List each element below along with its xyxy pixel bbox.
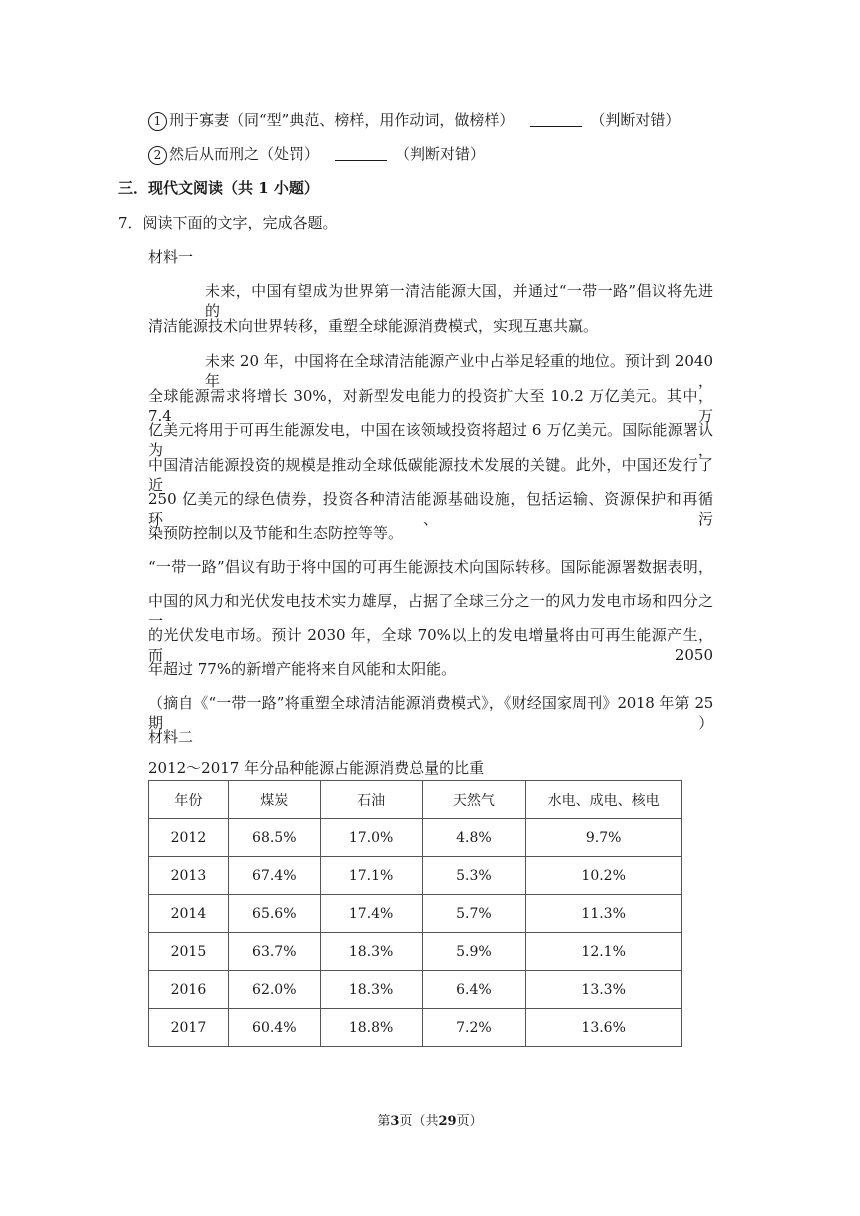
paragraph-line: 染预防控制以及节能和生态防控等等。 bbox=[148, 524, 404, 542]
paragraph-line: 250 亿美元的绿色债券，投资各种清洁能源基础设施，包括运输、资源保护和再循环、污 bbox=[148, 490, 713, 528]
table-cell: 68.5% bbox=[228, 819, 320, 857]
table-cell: 2014 bbox=[149, 895, 229, 933]
paragraph-line: 亿美元将用于可再生能源发电，中国在该领域投资将超过 6 万亿美元。国际能源署认为， bbox=[148, 421, 713, 459]
answer-blank[interactable] bbox=[530, 112, 582, 127]
table-row bbox=[149, 819, 682, 857]
header-cell: 天然气 bbox=[422, 781, 526, 819]
footer-prefix: 第 bbox=[377, 1114, 391, 1129]
material-label: 材料二 bbox=[148, 728, 194, 746]
paragraph-line: 未来 20 年，中国将在全球清洁能源产业中占举足轻重的地位。预计到 2040 年， bbox=[205, 352, 713, 390]
table-cell: 5.9% bbox=[422, 933, 526, 971]
table-cell: 13.6% bbox=[526, 1009, 682, 1047]
paragraph-line: 清洁能源技术向世界转移，重塑全球能源消费模式，实现互惠共赢。 bbox=[148, 317, 599, 335]
table-cell: 12.1% bbox=[526, 933, 682, 971]
table-cell: 17.4% bbox=[320, 895, 422, 933]
item-suffix: （判断对错） bbox=[395, 145, 486, 163]
table-row bbox=[149, 895, 682, 933]
table-cell: 63.7% bbox=[228, 933, 320, 971]
item-number: 1 bbox=[148, 112, 167, 131]
footer-mid: 页（共 bbox=[399, 1114, 439, 1129]
table-cell: 2017 bbox=[149, 1009, 229, 1047]
table-cell: 18.3% bbox=[320, 971, 422, 1009]
paragraph-line: 中国清洁能源投资的规模是推动全球低碳能源技术发展的关键。此外，中国还发行了近 bbox=[148, 456, 713, 494]
table-caption: 2012～2017 年分品种能源占能源消费总量的比重 bbox=[148, 759, 485, 777]
question-item-2 bbox=[148, 144, 485, 165]
paragraph-line: 未来，中国有望成为世界第一清洁能源大国，并通过“一带一路”倡议将先进的 bbox=[205, 282, 713, 320]
table-row bbox=[149, 1009, 682, 1047]
answer-blank[interactable] bbox=[335, 146, 387, 161]
header-cell: 石油 bbox=[320, 781, 422, 819]
header-cell: 水电、成电、核电 bbox=[526, 781, 682, 819]
table-cell: 65.6% bbox=[228, 895, 320, 933]
table-row bbox=[149, 971, 682, 1009]
table-cell: 5.7% bbox=[422, 895, 526, 933]
item-text: 然后从而刑之（处罚） bbox=[169, 145, 320, 163]
table-cell: 17.1% bbox=[320, 857, 422, 895]
table-cell: 6.4% bbox=[422, 971, 526, 1009]
item-text: 刑于寡妻（同“型”典范、榜样，用作动词，做榜样） bbox=[169, 111, 515, 129]
footer-suffix: 页） bbox=[456, 1114, 483, 1129]
header-cell: 年份 bbox=[149, 781, 229, 819]
table-row bbox=[149, 857, 682, 895]
question-intro: 7．阅读下面的文字，完成各题。 bbox=[118, 214, 338, 232]
table-cell: 2013 bbox=[149, 857, 229, 895]
section-title: 三．现代文阅读（共 1 小题） bbox=[118, 179, 319, 197]
table-cell: 18.3% bbox=[320, 933, 422, 971]
paragraph-line: 全球能源需求将增长 30%，对新型发电能力的投资扩大至 10.2 万亿美元。其中，7.4 万 bbox=[148, 387, 713, 425]
header-cell: 煤炭 bbox=[228, 781, 320, 819]
energy-share-table bbox=[148, 780, 682, 1047]
footer-total-pages: 29 bbox=[438, 1114, 457, 1129]
table-cell: 2016 bbox=[149, 971, 229, 1009]
material-label: 材料一 bbox=[148, 248, 194, 266]
table-cell: 5.3% bbox=[422, 857, 526, 895]
table-row bbox=[149, 933, 682, 971]
page-footer bbox=[0, 1110, 860, 1129]
table-cell: 62.0% bbox=[228, 971, 320, 1009]
footer-page-number: 3 bbox=[390, 1114, 400, 1129]
table-cell: 4.8% bbox=[422, 819, 526, 857]
table-cell: 17.0% bbox=[320, 819, 422, 857]
table-header-row bbox=[149, 781, 682, 819]
table-cell: 9.7% bbox=[526, 819, 682, 857]
paragraph-line: 年超过 77%的新增产能将来自风能和太阳能。 bbox=[148, 660, 457, 678]
table-cell: 18.8% bbox=[320, 1009, 422, 1047]
table-cell: 67.4% bbox=[228, 857, 320, 895]
table-cell: 13.3% bbox=[526, 971, 682, 1009]
table-cell: 2012 bbox=[149, 819, 229, 857]
paragraph-line: “一带一路”倡议有助于将中国的可再生能源技术向国际转移。国际能源署数据表明， bbox=[148, 558, 713, 576]
question-item-1 bbox=[148, 110, 680, 131]
table-cell: 60.4% bbox=[228, 1009, 320, 1047]
table-cell: 10.2% bbox=[526, 857, 682, 895]
item-suffix: （判断对错） bbox=[590, 111, 681, 129]
citation: （摘自《“一带一路”将重塑全球清洁能源消费模式》，《财经国家周刊》2018 年第 25 期） bbox=[148, 694, 713, 732]
table-cell: 2015 bbox=[149, 933, 229, 971]
table-cell: 7.2% bbox=[422, 1009, 526, 1047]
paragraph-line: 中国的风力和光伏发电技术实力雄厚，占据了全球三分之一的风力发电市场和四分之一 bbox=[148, 592, 713, 630]
table-cell: 11.3% bbox=[526, 895, 682, 933]
item-number: 2 bbox=[148, 146, 167, 165]
paragraph-line: 的光伏发电市场。预计 2030 年，全球 70%以上的发电增量将由可再生能源产生，而 2050 bbox=[148, 626, 713, 664]
